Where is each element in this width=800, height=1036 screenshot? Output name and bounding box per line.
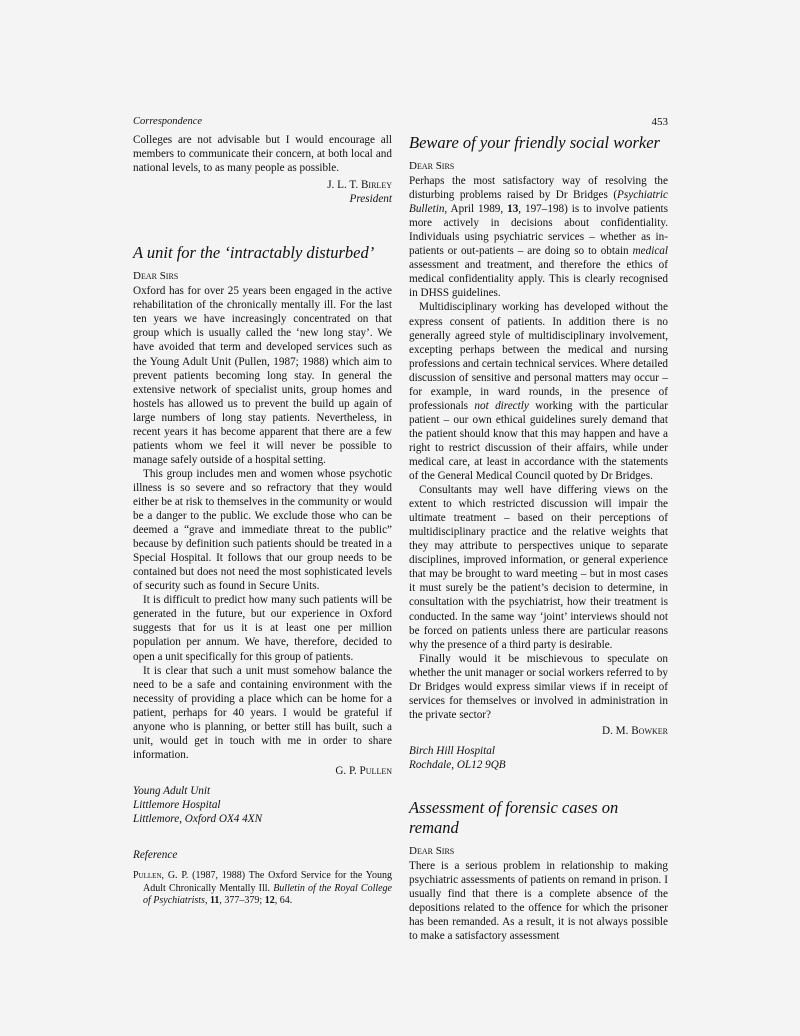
reference-pages: , 377–379; — [219, 895, 265, 907]
reference-entry: Pullen, G. P. (1987, 1988) The Oxford Service for the Young Adult Chronically Mentally Ill. Bulletin of the Royal College of Psychiatrists, 11, 377–379; 12, 64. — [133, 870, 392, 907]
address-line: Littlemore, Oxford OX4 4XN — [133, 813, 263, 826]
body-paragraph: Multidisciplinary working has developed without the express consent of patients. In addition there is no generally agreed style of multidisciplinary involvement, excepting perhaps between the medical and nursing professions and certain technical services. Where detailed discussion of sensitive and personal matters may occur – for example, in ward rounds, in the presence of professionals not directly working with the particular patient – our own ethical guidelines surely demand that the patient should know that this may happen and have a right to restrict discussion of their affairs, while under medical care, at least in accordance with the statements of the General Medical Council quoted by Dr Bridges. — [409, 301, 668, 483]
reference-volume: 11 — [209, 895, 220, 907]
reference-pages: , 64. — [274, 895, 293, 907]
reference-heading: Reference — [133, 849, 178, 862]
body-paragraph: Oxford has for over 25 years been engaged in the active rehabilitation of the chronically mentally ill. For the last ten years we have increasingly concentrated on that group which is usually called the ‘new long stay’. We have avoided that term and developed services such as the Young Adult Unit (Pullen, 1987; 1988) which aim to prevent patients becoming long stay. In general the extensive network of specialist units, group homes and hostels has allowed us to prevent the build up again of large numbers of long stay patients. Nevertheless, in recent years it has become apparent that there are a few patients whom we feel it will never be possible to manage safely outside of a hospital setting. — [133, 285, 392, 466]
reference-text: (1987, 1988) The Oxford Service for the Young Adult Chronically Mentally Ill. — [143, 870, 392, 894]
body-paragraph: Perhaps the most satisfactory way of resolving the disturbing problems raised by Dr Bridges (Psychiatric Bulletin, April 1989, 13, 197–198) is to involve patients more actively in decisions about confidentiality. Individuals using psychiatric services – whether as in-patients or out-patients – are doing so to obtain medical assessment and treatment, and therefore the ethics of medical confidentiality apply. This is clearly recognised in DHSS guidelines. — [409, 175, 669, 300]
article-title-forensic-cases: Assessment of forensic cases on remand — [409, 798, 619, 838]
article-title-intractably-disturbed: A unit for the ‘intractably disturbed’ — [133, 243, 375, 263]
body-paragraph: This group includes men and women whose psychotic illness is so severe and so refractory that they would either be at risk to themselves in the community or would be a danger to the public. We exclude those who can be deemed a “grave and immediate threat to the public” because by definition such patients should be treated in a Special Hospital. It follows that our group needs to be contained but does not need the most sophisticated levels of security such as found in Secure Units. — [133, 467, 392, 593]
journal-citation: Psychiatric Bulletin — [409, 189, 668, 216]
reference-volume: 12 — [264, 895, 275, 907]
address-line: Young Adult Unit — [133, 784, 211, 797]
address-line: Rochdale, OL12 9QB — [409, 758, 506, 771]
right-column — [409, 133, 668, 943]
emphasis: medical — [632, 245, 668, 258]
bowker-address — [409, 744, 668, 772]
birley-signature: J. L. T. Birley — [327, 179, 392, 192]
pullen-signature: G. P. Pullen — [335, 764, 392, 777]
emphasis: not directly — [474, 399, 529, 412]
body-paragraph: Finally would it be mischievous to speculate on whether the unit manager or social workers referred to by Dr Bridges would express similar views if in receipt of services for themselves or involved in administration in the private sector? — [409, 652, 668, 721]
page-number: 453 — [651, 116, 668, 128]
address-line: Littlemore Hospital — [133, 798, 221, 811]
continuation-paragraph: Colleges are not advisable but I would encourage all members to communicate their concern, at both local and national levels, to as many people as possible. — [133, 134, 392, 175]
article-title-social-worker: Beware of your friendly social worker — [409, 133, 660, 152]
bowker-signature: D. M. Bowker — [601, 724, 668, 737]
salutation: Dear Sirs — [409, 160, 455, 172]
body-paragraph: There is a serious problem in relationship to making psychiatric assessments of patients on remand in prison. I usually find that there is a complete absence of the depositions related to the offence for which the prisoner has been remanded. As a result, it is not always possible to make a satisfactory assessment — [409, 860, 668, 943]
body-paragraph: Consultants may well have differing views on the extent to which restricted discussion will impair the ultimate treatment – based on their perceptions of multidisciplinary practice and the relative weights that they may attribute to perspectives unique to separate disciplines, improved information, or general experience that may be brought to ward meeting – but in most cases it must surely be the patient’s decision to determine, in consultation with the psychiatrist, how their treatment is conducted. In the same way ‘joint’ interviews should not be forced on patients unless there are particular reasons why the presence of a third party is desirable. — [409, 484, 668, 651]
salutation: Dear Sirs — [409, 845, 455, 858]
left-column — [133, 133, 392, 908]
birley-role: President — [349, 193, 392, 206]
address-line: Birch Hill Hospital — [409, 744, 495, 757]
body-paragraph: It is difficult to predict how many such patients will be generated in the future, but our experience in Oxford suggests that for us it is at least one per million population per annum. We have, therefore, decided to open a unit specifically for this group of patients. — [133, 594, 392, 663]
pullen-address — [133, 784, 392, 826]
running-head: Correspondence — [133, 116, 203, 127]
volume-number: 13 — [507, 203, 519, 216]
reference-journal: Bulletin of the Royal College of Psychiatrists — [143, 882, 392, 907]
salutation: Dear Sirs — [133, 270, 179, 283]
reference-author: Pullen, G. P. — [133, 870, 189, 882]
body-paragraph: It is clear that such a unit must somehow balance the need to be a safe and containing environment with the necessity of providing a place which can be home for a patient, perhaps for 40 years. I would be grateful if anyone who is planning, or better still has built, such a unit, would get in touch with me in order to share information. — [133, 664, 392, 761]
